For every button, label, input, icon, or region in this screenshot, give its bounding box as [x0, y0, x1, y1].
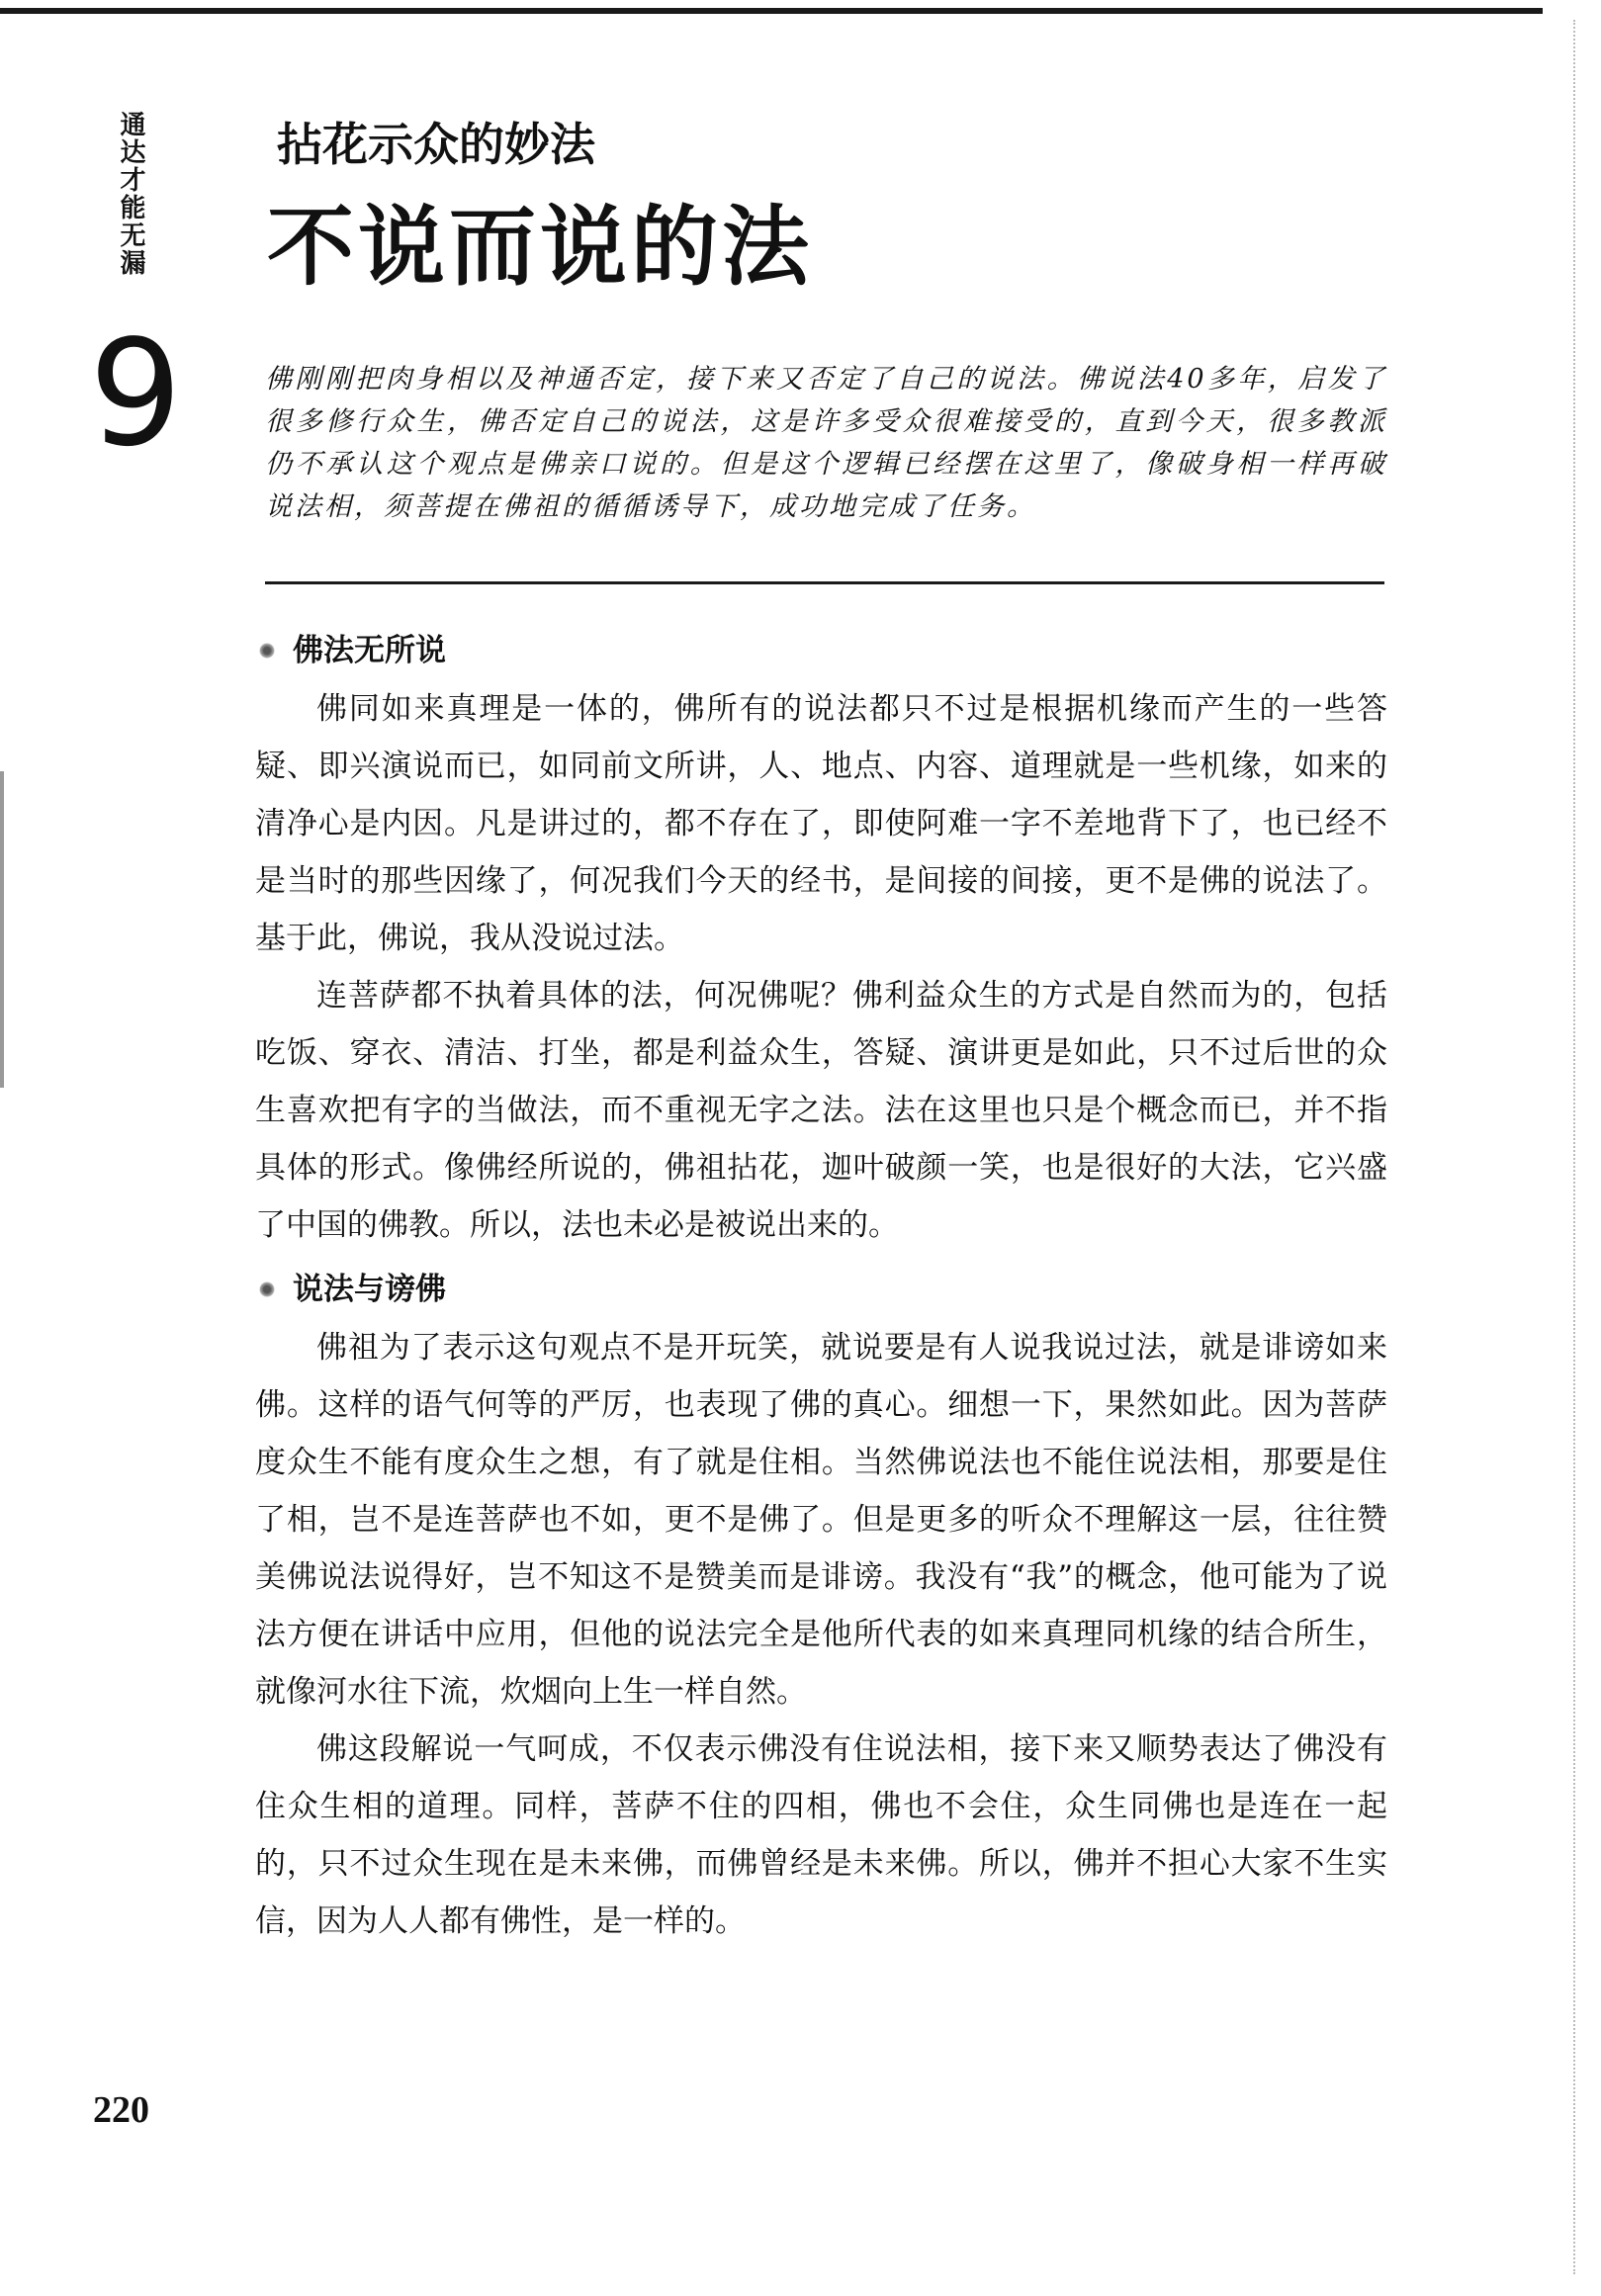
section-1 — [255, 629, 1387, 1254]
paragraph: 连菩萨都不执着具体的法，何况佛呢？佛利益众生的方式是自然而为的，包括吃饭、穿衣、清洁、打坐，都是利益众生，答疑、演讲更是如此，只不过后世的众生喜欢把有字的当做法，而不重视无字之法。法在这里也只是个概念而已，并不指具体的形式。像佛经所说的，佛祖拈花，迦叶破颜一笑，也是很好的大法，它兴盛了中国的佛教。所以，法也未必是被说出来的。 — [255, 978, 1387, 1243]
section-heading — [255, 629, 1387, 672]
section-2 — [255, 1268, 1387, 1950]
intro-paragraph: 佛刚刚把肉身相以及神通否定，接下来又否定了自己的说法。佛说法40多年，启发了很多修行众生，佛否定自己的说法，这是许多受众很难接受的，直到今天，很多教派仍不承认这个观点是佛亲口说的。但是这个逻辑已经摆在这里了，像破身相一样再破说法相，须菩提在佛祖的循循诱导下，成功地完成了任务。 — [265, 364, 1387, 522]
page-number: 220 — [93, 2089, 149, 2131]
section-heading-text: 说法与谤佛 — [293, 1272, 446, 1307]
paragraph: 佛祖为了表示这句观点不是开玩笑，就说要是有人说我说过法，就是诽谤如来佛。这样的语气何等的严厉，也表现了佛的真心。细想一下，果然如此。因为菩萨度众生不能有度众生之想，有了就是住相。当然佛说法也不能住说法相，那要是住了相，岂不是连菩萨也不如，更不是佛了。但是更多的听众不理解这一层，往往赞美佛说法说得好，岂不知这不是赞美而是诽谤。我没有“我”的概念，他可能为了说法方便在讲话中应用，但他的说法完全是他所代表的如来真理同机缘的结合所生，就像河水往下流，炊烟向上生一样自然。 — [255, 1330, 1387, 1710]
section-heading-text: 佛法无所说 — [293, 633, 446, 668]
page-title: 不说而说的法 — [267, 196, 814, 298]
flower-bullet-icon — [259, 1281, 275, 1297]
chapter-number: 9 — [89, 309, 183, 479]
paragraph: 佛这段解说一气呵成，不仅表示佛没有住说法相，接下来又顺势表达了佛没有住众生相的道理。同样，菩萨不住的四相，佛也不会住，众生同佛也是连在一起的，只不过众生现在是未来佛，而佛曾经是未来佛。所以，佛并不担心大家不生实信，因为人人都有佛性，是一样的。 — [255, 1731, 1387, 1939]
scan-right-edge — [1573, 20, 1577, 2274]
scan-edge-mark — [0, 771, 4, 1088]
subtitle: 拈花示众的妙法 — [277, 118, 595, 171]
running-header-vertical: 通达才能无漏 — [116, 111, 145, 277]
intro-divider — [265, 581, 1384, 584]
top-rule — [0, 8, 1543, 14]
flower-bullet-icon — [259, 643, 275, 659]
paragraph: 佛同如来真理是一体的，佛所有的说法都只不过是根据机缘而产生的一些答疑、即兴演说而已，如同前文所讲，人、地点、内容、道理就是一些机缘，如来的清净心是内因。凡是讲过的，都不存在了，即使阿难一字不差地背下了，也已经不是当时的那些因缘了，何况我们今天的经书，是间接的间接，更不是佛的说法了。基于此，佛说，我从没说过法。 — [255, 691, 1387, 956]
section-heading — [255, 1268, 1387, 1311]
